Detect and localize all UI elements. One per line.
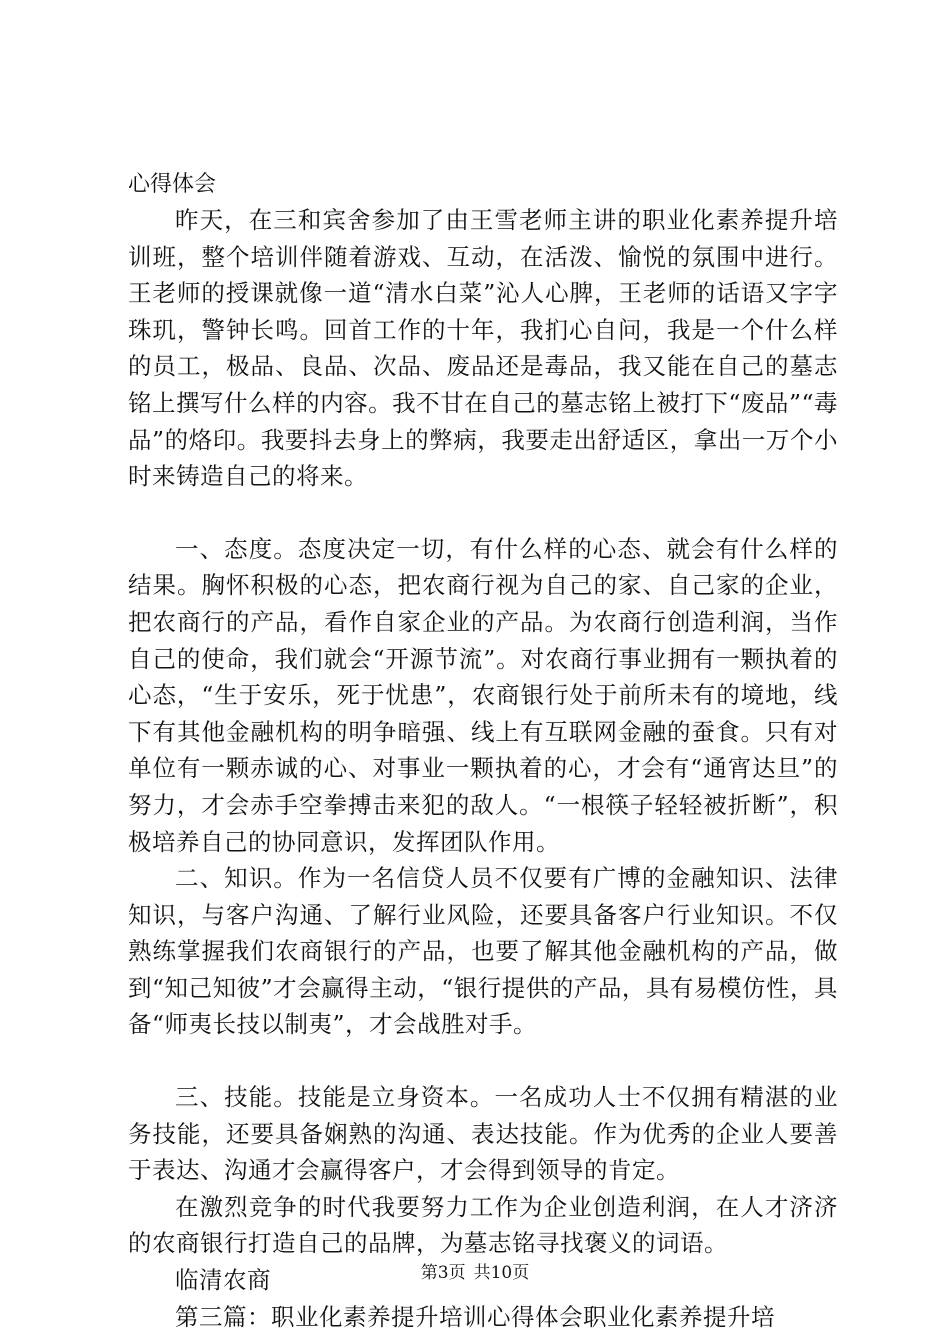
paragraph-attitude: 一、态度。态度决定一切，有什么样的心态、就会有什么样的结果。胸怀积极的心态，把农商行视为自己的家、自己家的企业，把农商行的产品，看作自家企业的产品。为农商行创造利润，当作自己的使命，我们就会“开源节流”。对农商行事业拥有一颗执着的心态，“生于安乐，死于忧患”，农商银行处于前所未有的境地，线下有其他金融机构的明争暗强、线上有互联网金融的蚕食。只有对单位有一颗赤诚的心、对事业一颗执着的心，才会有“通宵达旦”的努力，才会赤手空拳搏击来犯的敌人。“一根筷子轻轻被折断”，积极培养自己的协同意识，发挥团队作用。 [128, 534, 838, 856]
paragraph-skills: 三、技能。技能是立身资本。一名成功人士不仅拥有精湛的业务技能，还要具备娴熟的沟通、表达技能。作为优秀的企业人要善于表达、沟通才会赢得客户，才会得到领导的肯定。 [128, 1083, 838, 1185]
page-number: 第3页 [420, 1263, 466, 1283]
paragraph-spacer [128, 1043, 838, 1079]
page-total: 共10页 [473, 1263, 530, 1283]
paragraph-spacer [128, 495, 838, 531]
document-body [128, 168, 838, 1335]
paragraph-knowledge: 二、知识。作为一名信贷人员不仅要有广博的金融知识、法律知识，与客户沟通、了解行业风险，还要具备客户行业知识。不仅熟练掌握我们农商银行的产品，也要了解其他金融机构的产品，做到“知己知彼”才会赢得主动，“银行提供的产品，具有易模仿性，具备“师夷长技以制夷”，才会战胜对手。 [128, 864, 838, 1039]
next-section-title: 第三篇：职业化素养提升培训心得体会职业化素养提升培 [175, 1302, 775, 1331]
paragraph-conclusion: 在激烈竞争的时代我要努力工作为企业创造利润，在人才济济的农商银行打造自己的品牌，为墓志铭寻找褒义的词语。 [128, 1192, 838, 1258]
document-heading: 心得体会 [128, 172, 217, 197]
signature: 临清农商 [175, 1266, 271, 1295]
page-footer [0, 1262, 950, 1284]
paragraph-intro: 昨天，在三和宾舍参加了由王雪老师主讲的职业化素养提升培训班，整个培训伴随着游戏、互动，在活泼、愉悦的氛围中进行。王老师的授课就像一道“清水白菜”沁人心脾，王老师的话语又字字珠玑，警钟长鸣。回首工作的十年，我扪心自问，我是一个什么样的员工，极品、良品、次品、废品还是毒品，我又能在自己的墓志铭上撰写什么样的内容。我不甘在自己的墓志铭上被打下“废品”“毒品”的烙印。我要抖去身上的弊病，我要走出舒适区，拿出一万个小时来铸造自己的将来。 [128, 206, 838, 491]
